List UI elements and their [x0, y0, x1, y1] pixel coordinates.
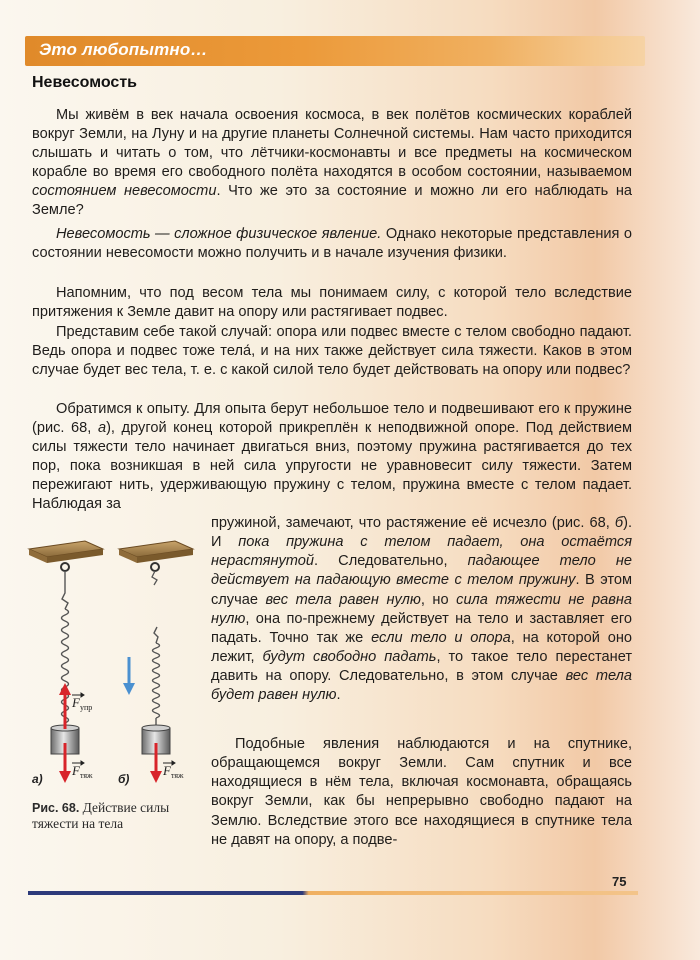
- page-number: 75: [612, 874, 627, 889]
- italic-text: а: [97, 420, 107, 436]
- italic-text: если тело и опора: [371, 629, 511, 646]
- text-run: , на которой оно лежит,: [211, 629, 633, 666]
- italic-text: состоянием невесомости: [32, 183, 217, 199]
- italic-text: б: [614, 515, 624, 531]
- label-f-gravity-a: $F_{тяж}$: [72, 763, 93, 780]
- text-run: , но: [420, 591, 457, 608]
- text-run: Однако некоторые представления о состоянии невесомости можно получить и в начале изучения физики.: [32, 226, 633, 261]
- italic-text: падающее тело не действует на падающую вместе с телом пружину: [211, 553, 632, 589]
- paragraph-6: [211, 514, 632, 706]
- spring-b: [153, 627, 160, 730]
- fall-direction-arrow-b: [123, 657, 135, 695]
- paragraph-4: Представим себе такой случай: опора или подвес вместе с телом свободно падают. Ведь опора и подвес тоже тела́, и на них также действует сила тяжести. Каков в этом случае будет вес тела, т. е. с какой силой тело будет действовать на опору или подвес?: [32, 324, 632, 378]
- section-banner: [25, 36, 645, 66]
- caption-text: Действие силы тяжести на тела: [32, 800, 170, 831]
- text-run: . Что же это за состояние и можно ли его наблюдать на Земле?: [32, 183, 632, 218]
- paragraph-5: [32, 400, 632, 514]
- figure-label-b: б): [118, 772, 130, 786]
- paragraph-3: Напомним, что под весом тела мы понимаем силу, с которой тело вследствие притяжения к Земле давит на опору или растягивает подвес.: [32, 285, 632, 320]
- text-run: Обратимся к опыту. Для опыта берут небольшое тело и подвешивают его к пружине (рис. 68,: [32, 401, 632, 436]
- paragraph-7: Подобные явления наблюдаются и на спутнике, обращающемся вокруг Земли. Сам спутник и все находящиеся в нём тела, включая космонавта, обращаясь вокруг Земли, как бы непрерывно свободно падают на Землю. Вследствие этого все находящиеся в спутнике тела не давят на опору, а подве-: [211, 736, 632, 848]
- spring-illustration: [25, 525, 210, 785]
- support-a: [29, 541, 103, 571]
- support-b: [119, 541, 193, 585]
- italic-text: пока пружина с телом падает, она остаётся нерастянутой: [211, 534, 632, 570]
- italic-text: вес тела равен нулю: [265, 591, 421, 608]
- footer-bar: [28, 891, 638, 895]
- label-f-elastic-a: $F_{упр}$: [72, 695, 93, 712]
- text-run: ). И: [211, 515, 632, 551]
- italic-text: вес тела будет равен нулю: [211, 668, 632, 704]
- text-run: , она по-прежнему действует на тело и заставляет его падать. Точно так же: [211, 610, 632, 646]
- italic-text: Невесомость — сложное физическое явление.: [56, 226, 382, 242]
- text-run: пружиной, замечают, что растяжение её исчезло (рис. 68,: [211, 515, 615, 531]
- text-run: . В этом случае: [211, 572, 632, 608]
- paragraph-1: [32, 106, 632, 220]
- italic-text: сила тяжести не равна нулю: [211, 591, 633, 627]
- section-title: Невесомость: [32, 74, 137, 91]
- paragraph-2: [32, 225, 632, 263]
- figure-caption: [32, 800, 182, 832]
- text-run: ), другой конец которой прикреплён к неподвижной опоре. Под действием силы тяжести тело начинает двигаться вниз, поэтому пружина растягивается до тех пор, пока возникшая в ней сила упругости не уравновесит силу тяжести. Затем пережигают нить, удерживающую пружину с телом, пружина вместе с телом падает. Наблюдая за: [32, 420, 632, 512]
- italic-text: будут свободно падать: [262, 649, 437, 666]
- text-run: .: [336, 687, 341, 704]
- caption-number: Рис. 68.: [32, 801, 80, 815]
- text-run: , то такое тело перестанет давить на опору. Следовательно, в этом случае: [211, 649, 633, 685]
- figure-label-a: а): [32, 772, 43, 786]
- force-elastic-arrow-a: [59, 683, 71, 729]
- label-f-gravity-b: $F_{тяж}$: [163, 763, 184, 780]
- banner-title: Это любопытно…: [39, 40, 208, 59]
- text-run: . Следовательно,: [314, 553, 468, 570]
- figure-68: [25, 525, 210, 785]
- text-run: Мы живём в век начала освоения космоса, в век полётов космических кораблей вокруг Земли, на Луну и на другие планеты Солнечной системы. Нам часто приходится слышать и читать о том, что лётчики-космонавты и все предметы на космическом корабле во время его свободного полёта находятся в особом состоянии, называемом: [32, 107, 632, 180]
